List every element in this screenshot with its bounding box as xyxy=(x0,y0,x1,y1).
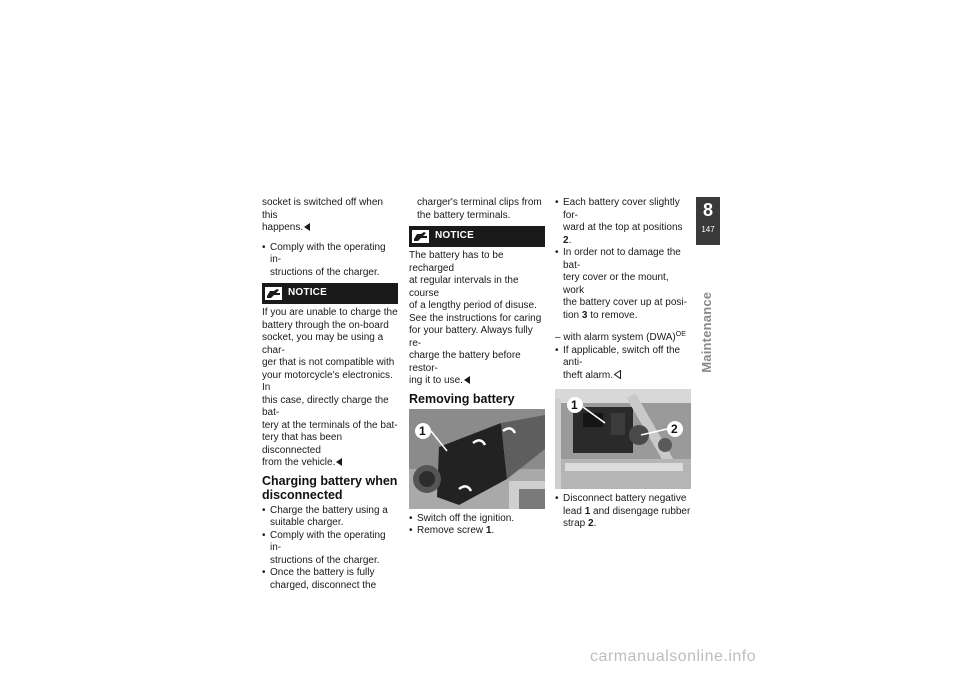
optional-equipment-line: – with alarm system (DWA)$^{OE}$ xyxy=(555,331,686,343)
list-item: • Comply with the operating in- structions of the charger. xyxy=(262,242,398,280)
list-item: • Remove screw 1. xyxy=(409,525,545,538)
bullet-list xyxy=(262,505,398,593)
battery-cover-photo xyxy=(409,409,545,509)
list-item: • In order not to damage the bat- tery cover or the mount, work the battery cover up at posi- tion 3 to remove. xyxy=(555,247,691,322)
column-3 xyxy=(555,197,691,531)
column-1 xyxy=(262,197,398,592)
list-item: • Comply with the operating in- structions of the charger. xyxy=(262,530,398,568)
bullet-list xyxy=(262,242,398,280)
list-item: • If applicable, switch off the anti- theft alarm. xyxy=(555,345,691,383)
notice-banner xyxy=(409,226,545,247)
chapter-number: 8 xyxy=(702,200,713,220)
bullet-list xyxy=(555,345,691,383)
notice-text: The battery has to be recharged at regular intervals in the course of a lengthy period of disuse. See the instructions for caring for your battery. Always fully re- charge the battery before restor- ing it to use. xyxy=(409,250,542,386)
end-mark-icon xyxy=(464,376,470,384)
page-number: 147 xyxy=(701,225,715,234)
section-heading: Removing battery xyxy=(409,391,515,406)
notice-text: If you are unable to charge the battery through the on-board socket, you may be using a char- ger that is not compatible with your motorcycle's electronics. In this case, directly charge the bat- tery at the terminals of the bat- tery that has been disconnected from the vehicle. xyxy=(262,307,398,468)
end-mark-open-icon xyxy=(614,370,621,379)
list-item: • Charge the battery using a suitable charger. xyxy=(262,505,398,530)
list-item: • Disconnect battery negative lead 1 and disengage rubber strap 2. xyxy=(555,493,691,531)
photo-callout: 1 xyxy=(571,398,578,412)
photo-callout: 1 xyxy=(419,423,426,438)
bullet-list xyxy=(555,493,691,531)
paragraph: socket is switched off when this happens. xyxy=(262,197,383,233)
notice-hand-icon xyxy=(265,287,282,300)
end-mark-icon xyxy=(336,458,342,466)
list-item: • Each battery cover slightly for- ward at the top at positions 2. xyxy=(555,197,691,247)
notice-hand-icon xyxy=(412,230,429,243)
notice-label: NOTICE xyxy=(435,230,474,242)
bullet-list xyxy=(409,513,545,538)
notice-banner xyxy=(262,283,398,304)
tab-divider xyxy=(696,243,720,245)
photo-callout: 2 xyxy=(671,422,678,436)
section-heading: Charging battery when disconnected xyxy=(262,473,398,502)
section-name: Maintenance xyxy=(698,291,714,373)
notice-label: NOTICE xyxy=(288,287,327,299)
battery-lead-photo xyxy=(555,389,691,489)
end-mark-icon xyxy=(304,223,310,231)
paragraph: charger's terminal clips from the battery terminals. xyxy=(417,197,542,221)
list-item: • Switch off the ignition. xyxy=(409,513,545,526)
column-2 xyxy=(409,197,545,538)
list-item: • Once the battery is fully charged, disconnect the xyxy=(262,567,398,592)
chapter-tab xyxy=(696,197,720,243)
bullet-list xyxy=(555,197,691,322)
watermark: carmanualsonline.info xyxy=(590,648,757,665)
oe-marker: OE xyxy=(675,331,686,338)
